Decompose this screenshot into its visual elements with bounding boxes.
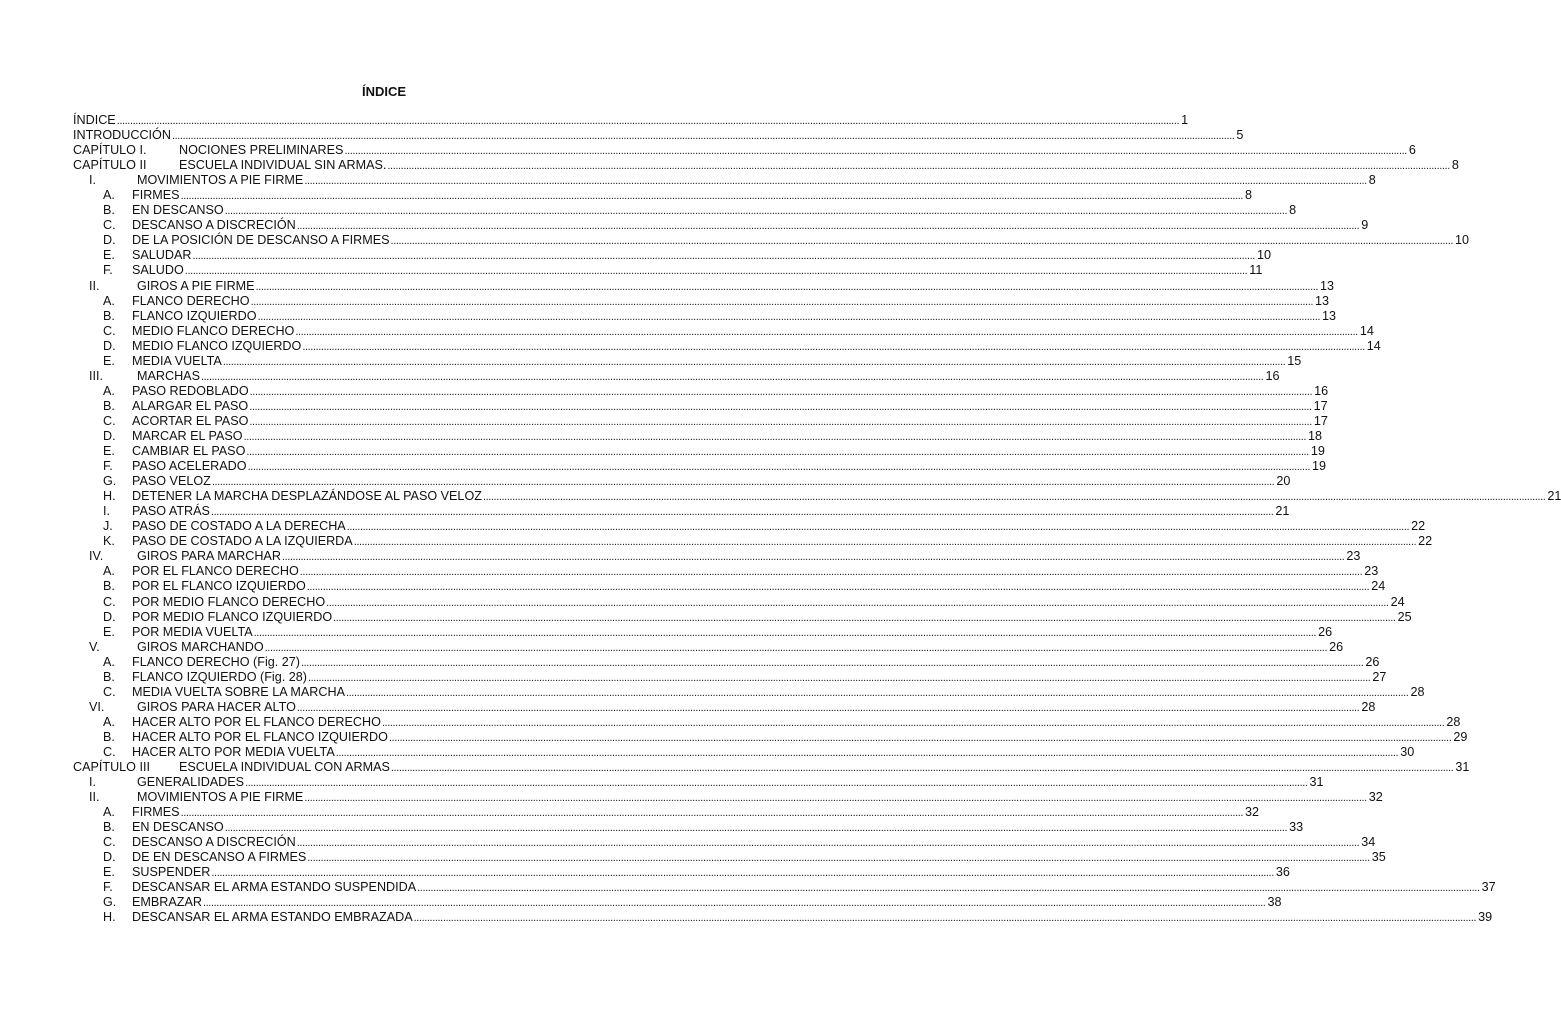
- toc-entry-page-number: 26: [1365, 654, 1380, 669]
- toc-entry[interactable]: [73, 564, 1379, 579]
- toc-entry-page-number: 22: [1418, 534, 1433, 549]
- toc-entry-page-number: 33: [1289, 820, 1304, 835]
- toc-entry-number: B.: [103, 820, 115, 835]
- dot-leader: ................................................................................................................................................................................................................................................................................................................................................................................................................: [180, 807, 1244, 820]
- toc-entry[interactable]: [73, 188, 1253, 203]
- toc-entry[interactable]: [73, 338, 1381, 354]
- toc-entry-number: B.: [103, 729, 115, 744]
- toc-entry[interactable]: [73, 850, 1386, 865]
- toc-entry-number: E.: [103, 444, 115, 459]
- toc-entry[interactable]: [73, 805, 1260, 820]
- toc-entry-page-number: 29: [1453, 729, 1468, 744]
- page-title: ÍNDICE: [361, 84, 407, 99]
- toc-entry-page-number: 13: [1315, 293, 1330, 308]
- toc-entry-page-number: 8: [1368, 173, 1376, 188]
- toc-entry-page-number: 21: [1275, 504, 1290, 519]
- toc-entry[interactable]: [73, 173, 1376, 188]
- toc-entry-page-number: 18: [1308, 428, 1323, 443]
- toc-entry-page-number: 17: [1313, 398, 1328, 413]
- toc-entry-page-number: 16: [1265, 368, 1280, 383]
- dot-leader: ................................................................................................................................................................................................................................................................................................................................................................................................................: [417, 882, 1480, 895]
- toc-entry[interactable]: [73, 128, 1244, 143]
- toc-entry-label: MARCHAS: [137, 368, 200, 383]
- toc-entry[interactable]: [73, 760, 1470, 775]
- toc-entry-number: G.: [103, 895, 117, 910]
- toc-entry-number: A.: [103, 383, 115, 398]
- toc-entry-label: DE EN DESCANSO A FIRMES: [132, 850, 307, 865]
- dot-leader: ................................................................................................................................................................................................................................................................................................................................................................................................................: [200, 370, 1264, 383]
- toc-entry-label: PASO ATRÁS: [132, 504, 210, 519]
- toc-entry-page-number: 6: [1408, 143, 1416, 158]
- toc-entry-page-number: 31: [1455, 760, 1470, 775]
- toc-entry-label: ÍNDICE: [73, 113, 116, 127]
- toc-entry-number: C.: [103, 323, 116, 338]
- toc-entry[interactable]: [73, 158, 1459, 173]
- toc-entry[interactable]: [73, 714, 1461, 730]
- toc-entry-page-number: 26: [1329, 639, 1344, 654]
- dot-leader: ................................................................................................................................................................................................................................................................................................................................................................................................................: [249, 415, 1312, 428]
- toc-entry-page-number: 5: [1236, 128, 1244, 143]
- toc-entry-page-number: 23: [1346, 549, 1361, 564]
- toc-entry[interactable]: [73, 669, 1387, 685]
- toc-entry-page-number: 19: [1310, 444, 1325, 459]
- toc-entry-number: CAPÍTULO II: [73, 158, 147, 173]
- dot-leader: ................................................................................................................................................................................................................................................................................................................................................................................................................: [413, 912, 1477, 925]
- toc-entry-page-number: 1: [1181, 113, 1189, 127]
- toc-entry[interactable]: [73, 203, 1297, 218]
- toc-entry-number: H.: [103, 489, 116, 504]
- toc-entry-number: E.: [103, 353, 115, 368]
- toc-entry-label: SUSPENDER: [132, 865, 211, 880]
- dot-leader: ................................................................................................................................................................................................................................................................................................................................................................................................................: [253, 626, 1317, 639]
- toc-entry-number: V.: [89, 639, 100, 654]
- toc-entry-number: E.: [103, 624, 115, 639]
- toc-entry-page-number: 16: [1314, 383, 1329, 398]
- toc-entry-label: PASO ACELERADO: [132, 459, 247, 474]
- toc-entry[interactable]: [73, 444, 1325, 459]
- toc-entry-number: G.: [103, 474, 117, 489]
- dot-leader: ................................................................................................................................................................................................................................................................................................................................................................................................................: [333, 611, 1396, 624]
- toc-entry[interactable]: [73, 519, 1426, 534]
- toc-entry-label: MEDIA VUELTA SOBRE LA MARCHA: [132, 684, 345, 699]
- toc-entry-label: INTRODUCCIÓN: [73, 128, 171, 143]
- toc-entry[interactable]: [73, 368, 1280, 384]
- dot-leader: ................................................................................................................................................................................................................................................................................................................................................................................................................: [249, 385, 1313, 398]
- dot-leader: ................................................................................................................................................................................................................................................................................................................................................................................................................: [299, 566, 1363, 579]
- toc-entry-page-number: 14: [1366, 338, 1381, 353]
- toc-entry[interactable]: [73, 895, 1282, 910]
- toc-entry-label: ALARGAR EL PASO: [132, 398, 249, 413]
- toc-entry-number: E.: [103, 865, 115, 880]
- toc-entry-label: FIRMES: [132, 188, 180, 203]
- toc-entry-page-number: 8: [1289, 203, 1297, 218]
- toc-entry-label: MARCAR EL PASO: [132, 428, 243, 443]
- toc-entry-number: VI.: [89, 699, 105, 714]
- toc-entry-label: POR MEDIA VUELTA: [132, 624, 253, 639]
- toc-entry[interactable]: [73, 413, 1328, 429]
- toc-entry-label: PASO VELOZ: [132, 474, 211, 489]
- toc-entry[interactable]: [73, 624, 1333, 640]
- toc-entry-number: C.: [103, 684, 116, 699]
- toc-entry[interactable]: [73, 143, 1416, 158]
- dot-leader: ................................................................................................................................................................................................................................................................................................................................................................................................................: [255, 280, 1319, 293]
- toc-entry[interactable]: [73, 699, 1376, 715]
- toc-entry-label: PASO DE COSTADO A LA IZQUIERDA: [132, 534, 353, 549]
- toc-entry-label: FLANCO DERECHO: [132, 293, 250, 308]
- dot-leader: ................................................................................................................................................................................................................................................................................................................................................................................................................: [247, 461, 1311, 474]
- dot-leader: ................................................................................................................................................................................................................................................................................................................................................................................................................: [184, 265, 1248, 278]
- toc-entry-number: J.: [103, 519, 113, 534]
- toc-entry-label: CAMBIAR EL PASO: [132, 444, 246, 459]
- toc-entry[interactable]: [73, 549, 1361, 564]
- toc-entry-label: GIROS MARCHANDO: [137, 639, 264, 654]
- dot-leader: ................................................................................................................................................................................................................................................................................................................................................................................................................: [224, 205, 1288, 218]
- dot-leader: ................................................................................................................................................................................................................................................................................................................................................................................................................: [211, 476, 1275, 489]
- toc-entry-number: A.: [103, 188, 115, 203]
- toc-entry[interactable]: [73, 278, 1335, 294]
- toc-entry-number: A.: [103, 654, 115, 669]
- toc-entry-label: SALUDAR: [132, 248, 192, 263]
- toc-entry-page-number: 23: [1364, 564, 1379, 579]
- table-of-contents: [73, 113, 1561, 926]
- toc-entry-label: MEDIA VUELTA: [132, 353, 222, 368]
- toc-entry-number: I.: [103, 504, 110, 519]
- toc-entry-number: A.: [103, 714, 115, 729]
- dot-leader: ................................................................................................................................................................................................................................................................................................................................................................................................................: [222, 355, 1286, 368]
- dot-leader: ................................................................................................................................................................................................................................................................................................................................................................................................................: [353, 536, 1417, 549]
- toc-entry-label: EN DESCANSO: [132, 203, 224, 218]
- dot-leader: ................................................................................................................................................................................................................................................................................................................................................................................................................: [192, 250, 1255, 263]
- toc-entry-number: B.: [103, 203, 115, 218]
- toc-entry-label: HACER ALTO POR EL FLANCO DERECHO: [132, 714, 381, 729]
- toc-entry-page-number: 32: [1368, 790, 1383, 805]
- toc-entry-label: POR MEDIO FLANCO DERECHO: [132, 594, 326, 609]
- toc-entry-page-number: 10: [1256, 248, 1271, 263]
- toc-entry-label: DESCANSAR EL ARMA ESTANDO SUSPENDIDA: [132, 880, 417, 895]
- toc-entry-label: ESCUELA INDIVIDUAL CON ARMAS: [179, 760, 390, 775]
- toc-entry-number: K.: [103, 534, 115, 549]
- toc-entry-number: C.: [103, 218, 116, 233]
- dot-leader: ................................................................................................................................................................................................................................................................................................................................................................................................................: [224, 822, 1288, 835]
- toc-entry[interactable]: [73, 263, 1263, 278]
- dot-leader: ................................................................................................................................................................................................................................................................................................................................................................................................................: [335, 746, 1399, 759]
- toc-entry-label: SALUDO: [132, 263, 184, 278]
- toc-entry-label: FLANCO DERECHO (Fig. 27): [132, 654, 300, 669]
- dot-leader: ................................................................................................................................................................................................................................................................................................................................................................................................................: [243, 430, 1307, 443]
- toc-entry-label: PASO DE COSTADO A LA DERECHA: [132, 519, 346, 534]
- toc-entry-page-number: 32: [1245, 805, 1260, 820]
- toc-entry-number: C.: [103, 744, 116, 759]
- toc-entry-number: A.: [103, 564, 115, 579]
- toc-entry-page-number: 8: [1451, 158, 1459, 173]
- dot-leader: ................................................................................................................................................................................................................................................................................................................................................................................................................: [202, 897, 1266, 910]
- dot-leader: ................................................................................................................................................................................................................................................................................................................................................................................................................: [307, 852, 1370, 865]
- toc-entry-page-number: 24: [1390, 594, 1405, 609]
- toc-entry-label: ESCUELA INDIVIDUAL SIN ARMAS.: [179, 158, 387, 173]
- toc-entry-page-number: 35: [1371, 850, 1386, 865]
- toc-entry-page-number: 24: [1371, 579, 1386, 594]
- toc-entry-number: C.: [103, 413, 116, 428]
- toc-entry-page-number: 25: [1397, 609, 1412, 624]
- toc-entry-number: I.: [89, 173, 96, 188]
- toc-entry-number: II.: [89, 790, 100, 805]
- toc-entry[interactable]: [73, 504, 1290, 519]
- toc-entry[interactable]: [73, 459, 1327, 474]
- toc-entry-page-number: 31: [1309, 775, 1324, 790]
- toc-entry[interactable]: [73, 308, 1337, 324]
- toc-entry[interactable]: [73, 428, 1323, 444]
- toc-entry-page-number: 28: [1410, 684, 1425, 699]
- toc-entry[interactable]: [73, 248, 1271, 263]
- toc-entry-number: B.: [103, 308, 115, 323]
- dot-leader: ................................................................................................................................................................................................................................................................................................................................................................................................................: [326, 596, 1389, 609]
- toc-entry-label: POR EL FLANCO IZQUIERDO: [132, 579, 306, 594]
- toc-entry-page-number: 28: [1446, 714, 1461, 729]
- toc-entry-number: D.: [103, 233, 116, 248]
- toc-entry-label: MOVIMIENTOS A PIE FIRME: [137, 173, 304, 188]
- toc-entry-page-number: 26: [1318, 624, 1333, 639]
- dot-leader: ................................................................................................................................................................................................................................................................................................................................................................................................................: [381, 716, 1445, 729]
- toc-entry-page-number: 38: [1267, 895, 1282, 910]
- toc-entry-number: II.: [89, 278, 100, 293]
- toc-entry-page-number: 8: [1245, 188, 1253, 203]
- toc-entry[interactable]: [73, 353, 1302, 369]
- toc-entry-label: MEDIO FLANCO DERECHO: [132, 323, 295, 338]
- toc-entry-number: F.: [103, 263, 113, 278]
- toc-entry[interactable]: [73, 489, 1561, 504]
- toc-entry-label: ACORTAR EL PASO: [132, 413, 249, 428]
- toc-entry-label: DESCANSO A DISCRECIÓN: [132, 835, 296, 850]
- toc-entry-label: FLANCO IZQUIERDO: [132, 308, 257, 323]
- toc-entry-label: DESCANSO A DISCRECIÓN: [132, 218, 296, 233]
- toc-entry[interactable]: [73, 910, 1493, 925]
- toc-entry-page-number: 34: [1361, 835, 1376, 850]
- toc-entry-number: B.: [103, 579, 115, 594]
- toc-entry-label: EMBRAZAR: [132, 895, 202, 910]
- toc-entry-number: CAPÍTULO I.: [73, 143, 147, 158]
- toc-entry-page-number: 14: [1359, 323, 1374, 338]
- toc-entry[interactable]: [73, 790, 1383, 805]
- dot-leader: ................................................................................................................................................................................................................................................................................................................................................................................................................: [302, 340, 1365, 353]
- toc-entry-number: F.: [103, 880, 113, 895]
- toc-entry-number: D.: [103, 850, 116, 865]
- toc-entry-page-number: 9: [1361, 218, 1369, 233]
- toc-entry[interactable]: [73, 865, 1290, 880]
- dot-leader: ................................................................................................................................................................................................................................................................................................................................................................................................................: [307, 671, 1371, 684]
- toc-entry-number: D.: [103, 609, 116, 624]
- toc-entry-number: IV.: [89, 549, 104, 564]
- toc-entry-page-number: 20: [1276, 474, 1291, 489]
- toc-entry-page-number: 28: [1361, 699, 1376, 714]
- toc-entry[interactable]: [73, 654, 1380, 670]
- toc-entry-label: POR MEDIO FLANCO IZQUIERDO: [132, 609, 333, 624]
- toc-entry[interactable]: [73, 684, 1425, 700]
- toc-entry[interactable]: [73, 775, 1324, 790]
- toc-entry[interactable]: [73, 609, 1412, 625]
- toc-entry-label: DETENER LA MARCHA DESPLAZÁNDOSE AL PASO VELOZ: [132, 489, 482, 504]
- dot-leader: ................................................................................................................................................................................................................................................................................................................................................................................................................: [264, 641, 1328, 654]
- toc-entry-label: POR EL FLANCO DERECHO: [132, 564, 299, 579]
- toc-entry[interactable]: [73, 383, 1329, 399]
- dot-leader: ................................................................................................................................................................................................................................................................................................................................................................................................................: [390, 235, 1454, 248]
- toc-entry-label: GIROS A PIE FIRME: [137, 278, 255, 293]
- toc-entry-label: EN DESCANSO: [132, 820, 224, 835]
- toc-entry[interactable]: [73, 534, 1433, 549]
- dot-leader: ................................................................................................................................................................................................................................................................................................................................................................................................................: [257, 310, 1321, 323]
- dot-leader: ................................................................................................................................................................................................................................................................................................................................................................................................................: [281, 551, 1345, 564]
- toc-entry[interactable]: [73, 594, 1405, 610]
- dot-leader: ................................................................................................................................................................................................................................................................................................................................................................................................................: [211, 867, 1274, 880]
- dot-leader: ................................................................................................................................................................................................................................................................................................................................................................................................................: [344, 145, 1407, 158]
- toc-entry-label: GIROS PARA MARCHAR: [137, 549, 281, 564]
- toc-entry-page-number: 19: [1312, 459, 1327, 474]
- dot-leader: ................................................................................................................................................................................................................................................................................................................................................................................................................: [296, 701, 1360, 714]
- toc-entry[interactable]: [73, 579, 1386, 594]
- dot-leader: ................................................................................................................................................................................................................................................................................................................................................................................................................: [346, 521, 1410, 534]
- toc-entry-page-number: 10: [1455, 233, 1470, 248]
- toc-entry[interactable]: [73, 639, 1344, 655]
- toc-entry-label: DE LA POSICIÓN DE DESCANSO A FIRMES: [132, 233, 390, 248]
- toc-entry-label: MEDIO FLANCO IZQUIERDO: [132, 338, 302, 353]
- toc-entry-page-number: 17: [1313, 413, 1328, 428]
- toc-entry-number: B.: [103, 398, 115, 413]
- toc-entry[interactable]: [73, 820, 1304, 835]
- toc-entry[interactable]: [73, 113, 1189, 128]
- toc-entry-page-number: 37: [1481, 880, 1496, 895]
- toc-entry[interactable]: [73, 233, 1470, 248]
- dot-leader: ................................................................................................................................................................................................................................................................................................................................................................................................................: [210, 506, 1274, 519]
- toc-entry-page-number: 13: [1322, 308, 1337, 323]
- toc-entry-number: A.: [103, 293, 115, 308]
- toc-entry-label: GENERALIDADES: [137, 775, 245, 790]
- toc-entry-page-number: 39: [1478, 910, 1493, 925]
- dot-leader: ................................................................................................................................................................................................................................................................................................................................................................................................................: [482, 491, 1546, 504]
- toc-entry[interactable]: [73, 293, 1330, 309]
- toc-entry[interactable]: [73, 474, 1291, 489]
- toc-entry-number: D.: [103, 428, 116, 443]
- toc-entry-label: HACER ALTO POR EL FLANCO IZQUIERDO: [132, 729, 388, 744]
- dot-leader: ................................................................................................................................................................................................................................................................................................................................................................................................................: [300, 656, 1364, 669]
- dot-leader: ................................................................................................................................................................................................................................................................................................................................................................................................................: [296, 220, 1360, 233]
- toc-entry[interactable]: [73, 744, 1415, 760]
- dot-leader: ................................................................................................................................................................................................................................................................................................................................................................................................................: [304, 792, 1367, 805]
- dot-leader: ................................................................................................................................................................................................................................................................................................................................................................................................................: [388, 731, 1452, 744]
- dot-leader: ................................................................................................................................................................................................................................................................................................................................................................................................................: [304, 175, 1367, 188]
- dot-leader: ................................................................................................................................................................................................................................................................................................................................................................................................................: [306, 581, 1370, 594]
- dot-leader: ................................................................................................................................................................................................................................................................................................................................................................................................................: [245, 777, 1308, 790]
- dot-leader: ................................................................................................................................................................................................................................................................................................................................................................................................................: [116, 115, 1180, 127]
- toc-entry-number: CAPÍTULO III: [73, 760, 150, 775]
- toc-entry-number: E.: [103, 248, 115, 263]
- toc-entry[interactable]: [73, 218, 1369, 233]
- toc-entry-page-number: 27: [1372, 669, 1387, 684]
- toc-entry-label: PASO REDOBLADO: [132, 383, 249, 398]
- toc-entry-label: NOCIONES PRELIMINARES: [179, 143, 344, 158]
- toc-entry-page-number: 11: [1249, 263, 1263, 278]
- toc-entry-number: H.: [103, 910, 116, 925]
- toc-entry[interactable]: [73, 729, 1468, 745]
- toc-entry[interactable]: [73, 835, 1376, 850]
- toc-entry-page-number: 36: [1275, 865, 1290, 880]
- toc-entry-page-number: 22: [1411, 519, 1426, 534]
- toc-entry-number: I.: [89, 775, 96, 790]
- dot-leader: ................................................................................................................................................................................................................................................................................................................................................................................................................: [250, 295, 1314, 308]
- dot-leader: ................................................................................................................................................................................................................................................................................................................................................................................................................: [296, 837, 1360, 850]
- toc-entry-page-number: 15: [1287, 353, 1302, 368]
- toc-entry-number: B.: [103, 669, 115, 684]
- toc-entry-label: DESCANSAR EL ARMA ESTANDO EMBRAZADA: [132, 910, 413, 925]
- toc-entry[interactable]: [73, 323, 1374, 339]
- toc-entry-number: C.: [103, 835, 116, 850]
- toc-entry-label: FLANCO IZQUIERDO (Fig. 28): [132, 669, 307, 684]
- toc-entry-number: D.: [103, 338, 116, 353]
- toc-entry-label: GIROS PARA HACER ALTO: [137, 699, 296, 714]
- dot-leader: ................................................................................................................................................................................................................................................................................................................................................................................................................: [387, 160, 1450, 173]
- toc-entry-label: FIRMES: [132, 805, 180, 820]
- dot-leader: ................................................................................................................................................................................................................................................................................................................................................................................................................: [346, 686, 1409, 699]
- dot-leader: ................................................................................................................................................................................................................................................................................................................................................................................................................: [246, 446, 1309, 459]
- dot-leader: ................................................................................................................................................................................................................................................................................................................................................................................................................: [295, 325, 1358, 338]
- toc-entry-number: III.: [89, 368, 103, 383]
- toc-entry-label: MOVIMIENTOS A PIE FIRME: [137, 790, 304, 805]
- toc-entry[interactable]: [73, 880, 1496, 895]
- dot-leader: ................................................................................................................................................................................................................................................................................................................................................................................................................: [390, 762, 1454, 775]
- toc-entry-page-number: 30: [1400, 744, 1415, 759]
- toc-entry-number: F.: [103, 459, 113, 474]
- toc-entry-number: C.: [103, 594, 116, 609]
- toc-entry-label: HACER ALTO POR MEDIA VUELTA: [132, 744, 335, 759]
- dot-leader: ................................................................................................................................................................................................................................................................................................................................................................................................................: [171, 130, 1235, 143]
- dot-leader: ................................................................................................................................................................................................................................................................................................................................................................................................................: [180, 190, 1244, 203]
- toc-entry-page-number: 21: [1547, 489, 1561, 504]
- toc-entry-page-number: 13: [1320, 278, 1335, 293]
- toc-entry-number: A.: [103, 805, 115, 820]
- dot-leader: ................................................................................................................................................................................................................................................................................................................................................................................................................: [249, 400, 1312, 413]
- toc-entry[interactable]: [73, 398, 1328, 414]
